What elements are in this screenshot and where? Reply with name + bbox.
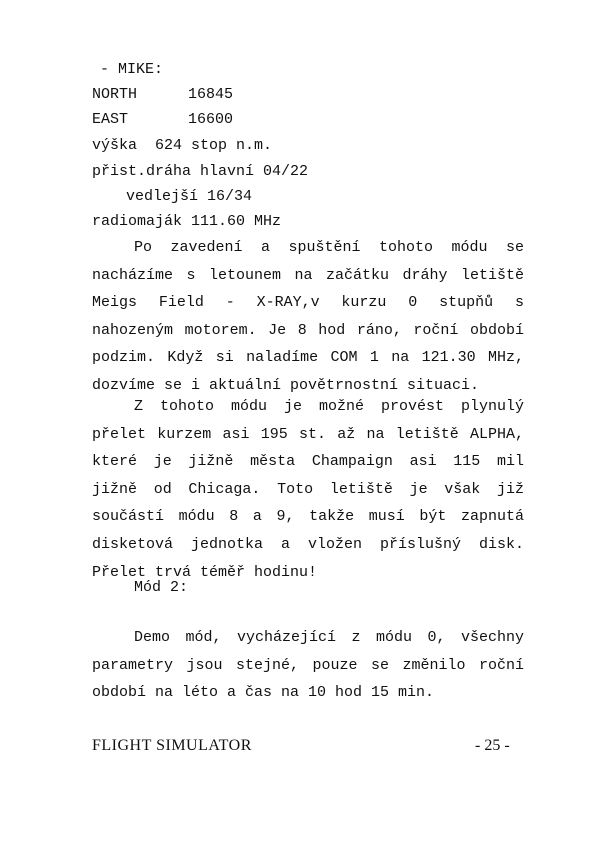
coord-value-east: 16600 [188,111,234,128]
paragraph-flight-transfer [92,393,524,586]
mode-2-heading: Mód 2: [134,579,189,596]
footer-title: FLIGHT SIMULATOR [92,737,252,754]
runway-secondary-line: vedlejší 16/34 [126,188,253,205]
altitude-line: výška 624 stop n.m. [92,137,273,154]
page-number: - 25 - [475,737,510,754]
paragraph-mode-2 [92,624,524,707]
coord-label-north: NORTH [92,86,138,103]
paragraph-text: Demo mód, vycházející z módu 0, všechny parametry jsou stejné, pouze se změnilo roční období na léto a čas na 10 hod 15 min. [92,629,524,702]
runway-main-line: přist.dráha hlavní 04/22 [92,163,309,180]
mike-heading: - MIKE: [100,61,164,78]
paragraph-text: Po zavedení a spuštění tohoto módu se nacházíme s letounem na začátku dráhy letiště Meigs Field - X-RAY,v kurzu 0 stupňů s nahozeným motorem. Je 8 hod ráno, roční období podzim. Když si naladíme COM 1 na 121.30 MHz, dozvíme se i aktuální povětrnostní situaci. [92,239,524,394]
coord-value-north: 16845 [188,86,234,103]
radio-beacon-line: radiomaják 111.60 MHz [92,213,282,230]
paragraph-mode-description [92,234,524,400]
paragraph-text: Z tohoto módu je možné provést plynulý přelet kurzem asi 195 st. až na letiště ALPHA, které je jižně města Champaign asi 115 mil jižně od Chicaga. Toto letiště je však již součástí módu 8 a 9, takže musí být zapnutá disketová jednotka a vložen příslušný disk. Přelet trvá téměř hodinu! [92,398,524,581]
coord-label-east: EAST [92,111,129,128]
